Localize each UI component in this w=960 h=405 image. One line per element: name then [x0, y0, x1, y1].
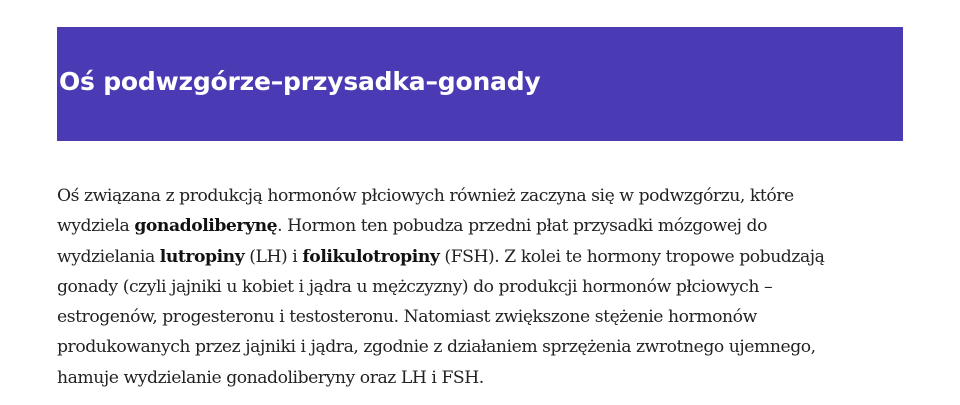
body-paragraph: [57, 181, 917, 393]
paragraph-line-6: [57, 332, 917, 362]
bold-term-folikulotropina: folikulotropiny: [302, 246, 440, 267]
text-run: wydziela: [57, 216, 135, 237]
text-run: wydzielania: [57, 246, 160, 267]
text-run: hamuje wydzielanie gonadoliberyny oraz LH i FSH.: [57, 367, 484, 388]
text-run: produkowanych przez jajniki i jądra, zgodnie z działaniem sprzężenia zwrotnego ujemnego,: [57, 337, 816, 358]
paragraph-line-2: [57, 211, 917, 241]
section-title: Oś podwzgórze–przysadka–gonady: [59, 67, 541, 96]
text-run: (FSH). Z kolei te hormony tropowe pobudzają: [439, 246, 825, 267]
paragraph-line-7: [57, 363, 917, 393]
paragraph-line-4: [57, 272, 917, 302]
paragraph-line-5: [57, 302, 917, 332]
section-header: [57, 27, 903, 141]
text-run: gonady (czyli jajniki u kobiet i jądra u mężczyzny) do produkcji hormonów płciowych –: [57, 276, 773, 297]
paragraph-line-1: [57, 181, 917, 211]
text-run: estrogenów, progesteronu i testosteronu. Natomiast zwiększone stężenie hormonów: [57, 307, 757, 328]
bold-term-lutropina: lutropiny: [159, 246, 245, 267]
text-run: (LH) i: [244, 246, 303, 267]
text-run: . Hormon ten pobudza przedni płat przysadki mózgowej do: [277, 216, 767, 237]
bold-term-gonadoliberyna: gonadoliberynę: [134, 216, 278, 237]
paragraph-line-3: [57, 242, 917, 272]
text-run: Oś związana z produkcją hormonów płciowych również zaczyna się w podwzgórzu, które: [57, 186, 794, 206]
